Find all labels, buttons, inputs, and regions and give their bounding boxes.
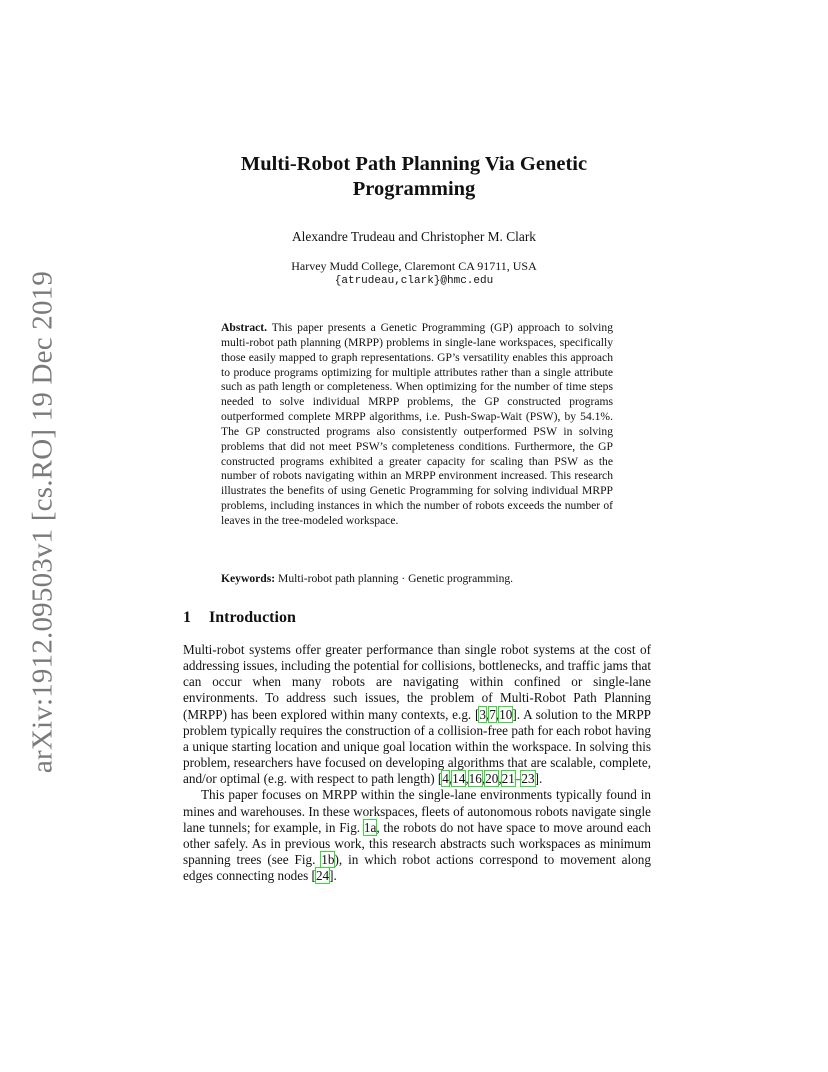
citation-separator: , <box>465 771 469 787</box>
paper-title <box>0 152 828 202</box>
citation-link[interactable]: 23 <box>521 771 535 787</box>
citation-link[interactable]: 16 <box>468 771 482 787</box>
citation-link[interactable]: 14 <box>452 771 466 787</box>
citation-separator: , <box>481 771 486 787</box>
paragraph-text: ), in which robot actions correspond to movement along edges connecting nodes [ <box>183 852 651 884</box>
title-line-2: Programming <box>352 178 476 200</box>
citation-separator: , <box>498 771 502 787</box>
citation-separator: , <box>448 771 453 787</box>
paragraph-text: This paper focuses on MRPP within the single-lane environments typically found in mines and warehouses. In these workspaces, fleets of autonomous robots navigate single lane tunnels; for example, in Fig. <box>183 787 651 835</box>
citation-separator: – <box>514 771 522 787</box>
citation-link[interactable]: 3 <box>479 706 486 722</box>
title-line-1: Multi-Robot Path Planning Via Genetic <box>240 153 588 175</box>
email: {atrudeau,clark}@hmc.edu <box>334 275 494 287</box>
paragraph-text: , the robots do not have space to move around each other safely. As in previous work, this research abstracts such workspaces as minimum spanning trees (see Fig. <box>183 819 651 868</box>
figure-link[interactable]: 1a <box>363 819 377 835</box>
citation-link[interactable]: 21 <box>501 771 515 787</box>
section-number: 1 <box>183 609 191 626</box>
section-title: Introduction <box>209 609 296 626</box>
citation-separator: , <box>495 706 500 722</box>
paragraph-text: ]. A solution to the MRPP problem typically requires the construction of a collision-free path for each robot having a unique starting location and unique goal location within the workspace. In solving this problem, researchers have focused on developing algorithms that are scalable, complete, and/or optimal (e.g. with respect to path length) [ <box>183 706 651 787</box>
citation-link[interactable]: 10 <box>499 706 513 722</box>
citation-link[interactable]: 4 <box>442 771 449 787</box>
keywords-text: Multi-robot path planning · Genetic programming. <box>278 572 514 585</box>
paragraph-text: ]. <box>534 771 543 787</box>
arxiv-stamp: arXiv:1912.09503v1 [cs.RO] 19 Dec 2019 <box>26 270 59 774</box>
figure-link[interactable]: 1b <box>321 852 335 868</box>
citation-link[interactable]: 7 <box>489 706 496 722</box>
keywords-label: Keywords: <box>221 572 276 585</box>
affiliation-block <box>0 259 828 289</box>
citation-separator: , <box>485 706 490 722</box>
affiliation: Harvey Mudd College, Claremont CA 91711, USA <box>291 259 537 273</box>
paragraph <box>183 787 651 884</box>
body-text <box>183 642 651 884</box>
section-heading <box>183 609 296 627</box>
citation-link[interactable]: 24 <box>315 868 330 884</box>
paragraph-text: Multi-robot systems offer greater performance than single robot systems at the cost of addressing issues, including the potential for collisions, bottlenecks, and traffic jams that can occur when many robots are navigating within confined or single-lane environments. To address such issues, the problem of Multi-Robot Path Planning (MRPP) has been explored within many contexts, e.g. [ <box>183 642 651 722</box>
paragraph-text: ]. <box>329 868 337 884</box>
keywords <box>221 572 613 587</box>
abstract-label: Abstract. <box>221 321 268 334</box>
authors: Alexandre Trudeau and Christopher M. Clark <box>292 229 536 244</box>
abstract <box>221 321 613 529</box>
paragraph <box>183 642 651 787</box>
citation-link[interactable]: 20 <box>485 771 499 787</box>
abstract-text: This paper presents a Genetic Programming (GP) approach to solving multi-robot path planning (MRPP) problems in single-lane workspaces, specifically those easily mapped to graph representations. GP’s versatility enables this approach to produce programs optimizing for multiple attributes rather than a single attribute such as path length or completeness. When optimizing for the number of time steps needed to solve individual MRPP problems, the GP constructed programs outperformed complete MRPP algorithms, i.e. Push-Swap-Wait (PSW), by 54.1%. The GP constructed programs also consistently outperformed PSW in solving problems that did not meet PSW’s completeness conditions. Furthermore, the GP constructed programs exhibited a greater capacity for scaling than PSW as the number of robots navigating within an MRPP environment increased. This research illustrates the benefits of using Genetic Programming for solving individual MRPP problems, including instances in which the number of robots exceeds the number of leaves in the tree-modeled workspace. <box>221 321 613 527</box>
